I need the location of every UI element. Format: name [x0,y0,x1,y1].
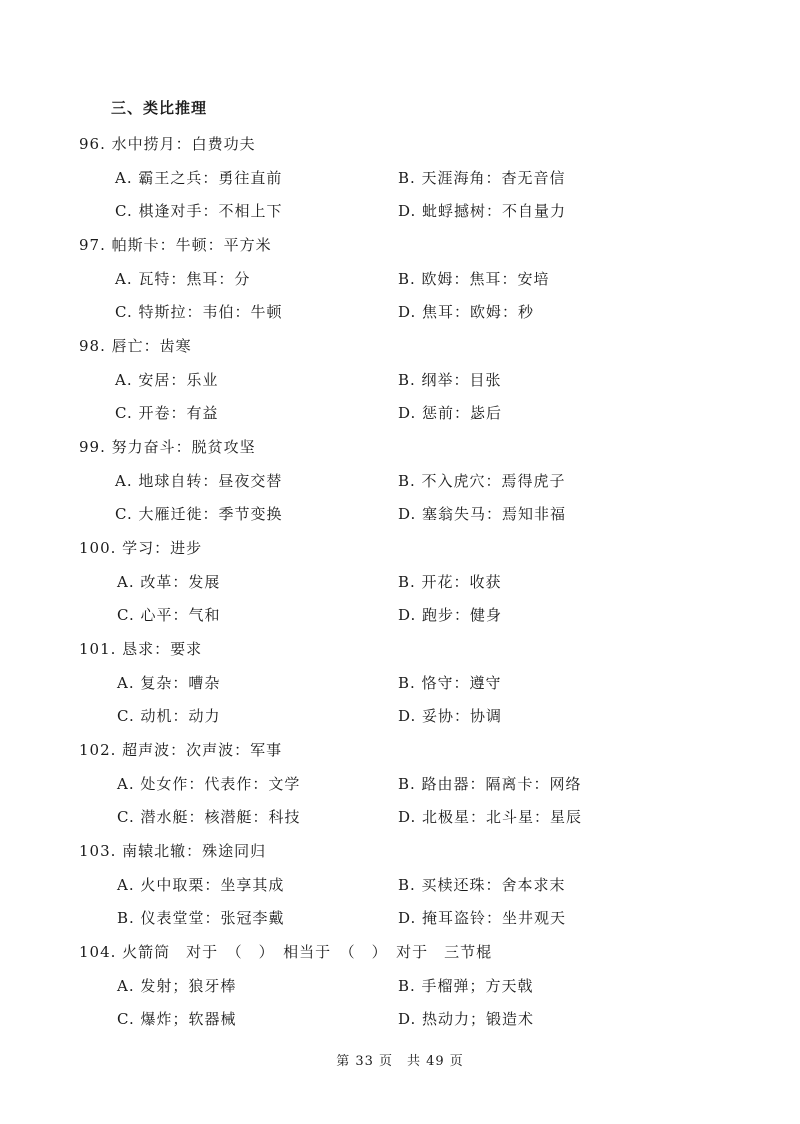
question-100-option-a: A. 改革：发展 [117,573,221,591]
question-104-option-a: A. 发射；狼牙棒 [117,977,237,995]
question-99-option-a: A. 地球自转：昼夜交替 [115,472,283,490]
question-104-option-b: B. 手榴弹；方天戟 [398,977,534,995]
question-101-option-b: B. 恪守：遵守 [398,674,502,692]
question-100-option-d: D. 跑步：健身 [398,606,503,624]
question-101-option-d: D. 妥协：协调 [398,707,503,725]
question-96-option-c: C. 棋逢对手：不相上下 [115,202,283,220]
question-99-option-b: B. 不入虎穴：焉得虎子 [398,472,566,490]
question-103-stem: 103. 南辕北辙：殊途同归 [79,842,267,860]
question-103-option-b: B. 买椟还珠：舍本求末 [398,876,566,894]
question-97-option-c: C. 特斯拉：韦伯：牛顿 [115,303,283,321]
question-100-option-c: C. 心平：气和 [117,606,221,624]
question-103-option-a: A. 火中取栗：坐享其成 [117,876,285,894]
question-103-option-c: B. 仪表堂堂：张冠李戴 [117,909,285,927]
page-number-footer: 第 33 页 共 49 页 [336,1054,464,1069]
question-96-option-b: B. 天涯海角：杳无音信 [398,169,566,187]
question-101-stem: 101. 恳求：要求 [79,640,203,658]
question-101-option-c: C. 动机：动力 [117,707,221,725]
question-98-option-a: A. 安居：乐业 [115,371,219,389]
question-103-option-d: D. 掩耳盗铃：坐井观天 [398,909,567,927]
question-98-option-c: C. 开卷：有益 [115,404,219,422]
question-102-option-b: B. 路由器：隔离卡：网络 [398,775,582,793]
question-99-option-c: C. 大雁迁徙：季节变换 [115,505,283,523]
question-98-stem: 98. 唇亡：齿寒 [79,337,192,355]
section-title: 三、类比推理 [111,99,208,117]
question-97-option-a: A. 瓦特：焦耳：分 [115,270,251,288]
question-96-stem: 96. 水中捞月：白费功夫 [79,135,256,153]
question-104-stem: 104. 火箭筒 对于 （ ） 相当于 （ ） 对于 三节棍 [79,943,493,961]
question-101-option-a: A. 复杂：嘈杂 [117,674,221,692]
question-97-option-b: B. 欧姆：焦耳：安培 [398,270,550,288]
question-100-stem: 100. 学习：进步 [79,539,203,557]
question-96-option-d: D. 蚍蜉撼树：不自量力 [398,202,567,220]
question-97-stem: 97. 帕斯卡：牛顿：平方米 [79,236,272,254]
question-102-option-d: D. 北极星：北斗星：星辰 [398,808,583,826]
question-96-option-a: A. 霸王之兵：勇往直前 [115,169,283,187]
question-104-option-d: D. 热动力；锻造术 [398,1010,535,1028]
question-102-option-a: A. 处女作：代表作：文学 [117,775,301,793]
question-104-option-c: C. 爆炸；软器械 [117,1010,237,1028]
question-98-option-d: D. 惩前：毖后 [398,404,503,422]
question-97-option-d: D. 焦耳：欧姆：秒 [398,303,535,321]
question-102-stem: 102. 超声波：次声波：军事 [79,741,283,759]
question-102-option-c: C. 潜水艇：核潜艇：科技 [117,808,301,826]
question-99-stem: 99. 努力奋斗：脱贫攻坚 [79,438,256,456]
question-98-option-b: B. 纲举：目张 [398,371,502,389]
question-100-option-b: B. 开花：收获 [398,573,502,591]
question-99-option-d: D. 塞翁失马：焉知非福 [398,505,567,523]
